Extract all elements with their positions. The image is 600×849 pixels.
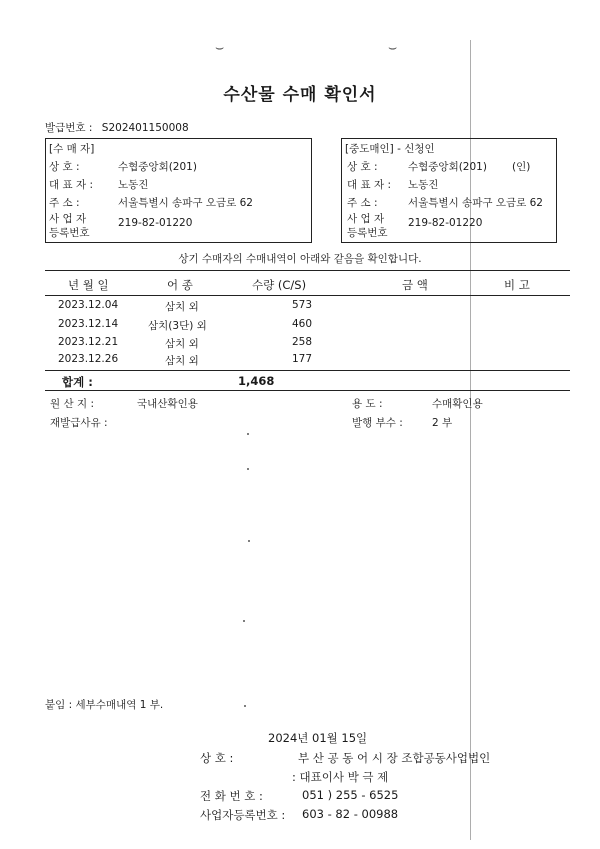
total-label: 합계 :: [62, 375, 93, 389]
issuer-phone-label: 전 화 번 호 :: [200, 789, 263, 803]
table-top-rule: [45, 270, 570, 271]
speck: [244, 705, 246, 707]
copies-label: 발행 부수 :: [352, 417, 403, 429]
row-species: 삼치 외: [165, 355, 199, 367]
seller-bizno-label-2: 등록번호: [347, 227, 388, 239]
seller-header: [중도매인] - 신청인: [345, 143, 435, 155]
issuer-bizno-label: 사업자등록번호 :: [200, 808, 286, 822]
issue-number-label: 발급번호 :: [45, 122, 93, 134]
seller-addr: 서울특별시 송파구 오금로 62: [408, 197, 543, 209]
issuer-bizno: 603 - 82 - 00988: [302, 807, 399, 821]
col-header-species: 어 종: [167, 278, 193, 292]
buyer-company: 수협중앙회(201): [118, 161, 197, 173]
total-qty: 1,468: [238, 374, 275, 388]
speck: [248, 540, 250, 542]
speck: [247, 433, 249, 435]
row-qty: 177: [291, 353, 312, 365]
buyer-bizno-label-1: 사 업 자: [49, 213, 87, 225]
issuer-name-label: 상 호 :: [200, 751, 234, 765]
row-species: 삼치 외: [165, 301, 199, 313]
row-qty: 258: [291, 336, 312, 348]
usage: 수매확인용: [432, 398, 483, 410]
speck: [247, 468, 249, 470]
row-species: 삼치 외: [165, 338, 199, 350]
buyer-rep-label: 대 표 자 :: [49, 179, 93, 191]
seller-bizno-label-1: 사 업 자: [347, 213, 385, 225]
issuer-ceo: : 대표이사 박 극 제: [292, 770, 389, 784]
seller-addr-label: 주 소 :: [347, 197, 378, 209]
seller-bizno: 219-82-01220: [408, 217, 483, 229]
usage-label: 용 도 :: [352, 398, 383, 410]
row-date: 2023.12.04: [58, 299, 119, 311]
issuer-phone: 051 ) 255 - 6525: [302, 788, 399, 802]
col-header-amount: 금 액: [402, 278, 428, 292]
row-qty: 573: [291, 299, 312, 311]
buyer-addr-label: 주 소 :: [49, 197, 80, 209]
total-rule: [45, 390, 570, 391]
row-qty: 460: [291, 318, 312, 330]
col-header-qty: 수량 (C/S): [252, 278, 307, 292]
seller-rep: 노동진: [408, 179, 439, 191]
col-header-remarks: 비 고: [504, 278, 530, 292]
issuer-name: 부 산 공 동 어 시 장 조합공동사업법인: [298, 751, 491, 765]
row-date: 2023.12.21: [58, 336, 119, 348]
seller-seal: (인): [512, 161, 531, 173]
confirm-text: 상기 수매자의 수매내역이 아래와 같음을 확인합니다.: [178, 253, 422, 265]
table-header-rule: [45, 295, 570, 296]
row-date: 2023.12.14: [58, 318, 119, 330]
col-header-date: 년 월 일: [68, 278, 109, 292]
seller-company-label: 상 호 :: [347, 161, 378, 173]
table-bottom-rule: [45, 370, 570, 371]
buyer-addr: 서울특별시 송파구 오금로 62: [118, 197, 253, 209]
buyer-company-label: 상 호 :: [49, 161, 80, 173]
row-species: 삼치(3단) 외: [148, 320, 207, 332]
buyer-rep: 노동진: [118, 179, 149, 191]
document-title: 수산물 수매 확인서: [223, 85, 377, 105]
attachment: 붙임 : 세부수매내역 1 부.: [45, 699, 164, 711]
scan-artifact-marks-2: ⌣: [388, 40, 398, 56]
origin: 국내산확인용: [137, 398, 198, 410]
issue-date: 2024년 01월 15일: [268, 731, 368, 745]
buyer-bizno: 219-82-01220: [118, 217, 193, 229]
issue-number: S202401150008: [101, 122, 189, 134]
row-date: 2023.12.26: [58, 353, 119, 365]
speck: [243, 620, 245, 622]
buyer-header: [수 매 자]: [49, 143, 95, 155]
seller-company: 수협중앙회(201): [408, 161, 487, 173]
copies: 2 부: [432, 417, 453, 429]
seller-rep-label: 대 표 자 :: [347, 179, 391, 191]
issue-number-row: [45, 120, 189, 135]
reissue-label: 재발급사유 :: [50, 417, 108, 429]
scan-artifact-marks: ⌣: [215, 40, 225, 56]
buyer-bizno-label-2: 등록번호: [49, 227, 90, 239]
origin-label: 원 산 지 :: [50, 398, 94, 410]
